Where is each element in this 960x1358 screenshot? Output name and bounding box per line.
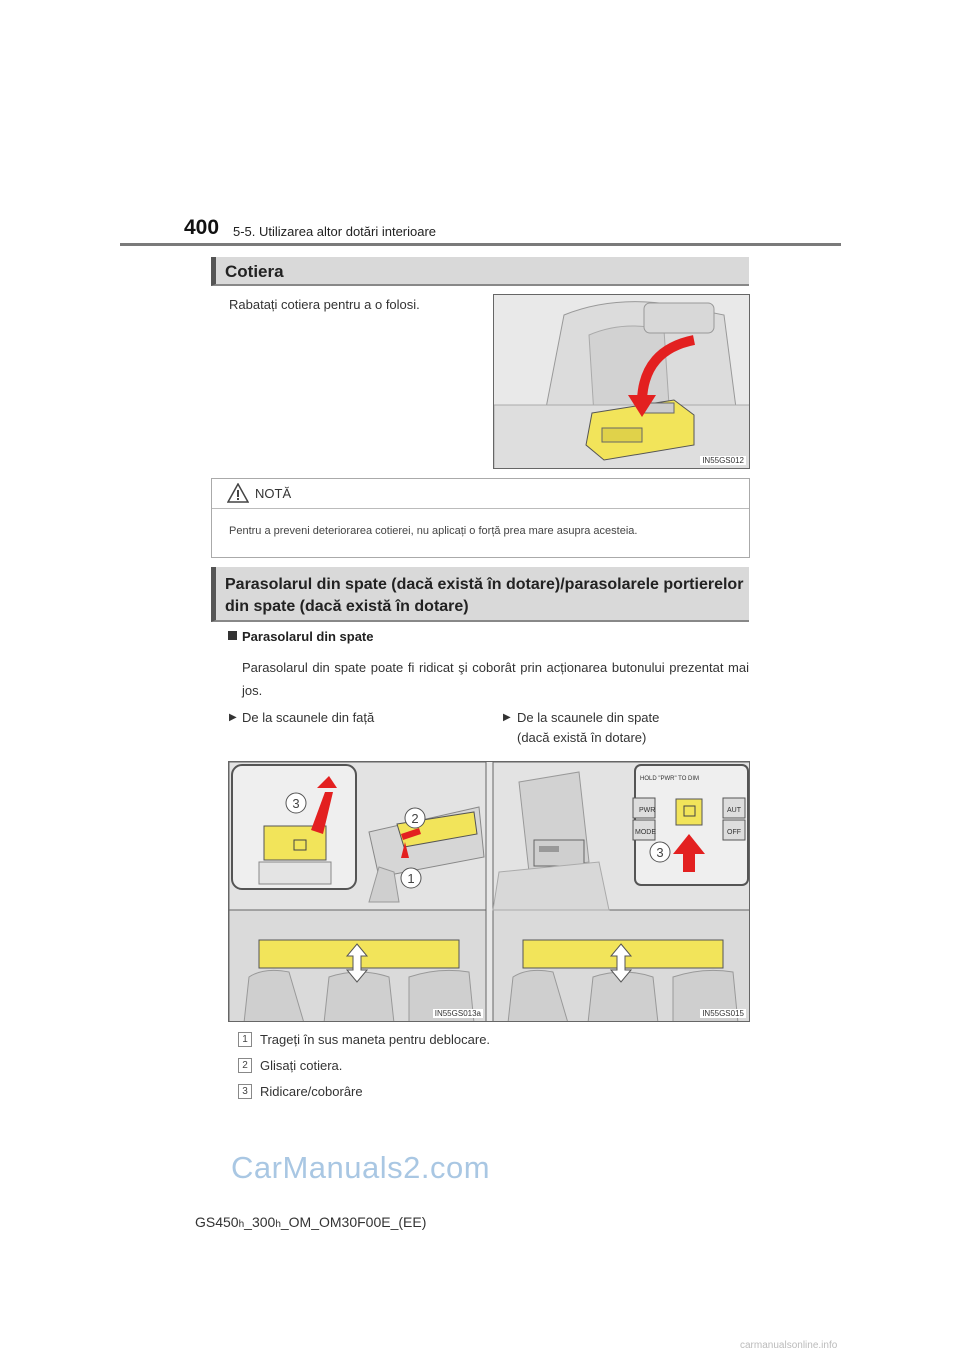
sunshade-paragraph: Parasolarul din spate poate fi ridicat şi coborât prin acționarea butonului prezentat mai jos.: [242, 660, 749, 698]
step-text: Glisați cotiera.: [260, 1058, 343, 1073]
step-number: 3: [238, 1084, 252, 1099]
sunshade-heading-line1: Parasolarul din spate (dacă există în dotare)/parasolarele portierelor: [225, 576, 744, 593]
step-text: Ridicare/coborâre: [260, 1084, 363, 1099]
sunshade-drawing: [229, 762, 750, 1022]
watermark-link[interactable]: CarManuals2.com: [231, 1150, 491, 1185]
sunshade-illustration: [228, 761, 750, 1022]
footer-part-c: _OM_OM30F00E_(EE): [280, 1214, 427, 1230]
front-seats-label: De la scaunele din față: [242, 710, 375, 725]
figure-code-right: IN55GS015: [702, 1009, 744, 1018]
step-number: 2: [238, 1058, 252, 1073]
panel-pwr-label: PWR: [639, 807, 656, 814]
watermark-bottom: carmanualsonline.info: [740, 1340, 838, 1351]
sunshade-heading: [211, 567, 749, 622]
figure-code: IN55GS012: [702, 456, 744, 465]
rear-seats-label-line2: (dacă există în dotare): [517, 730, 647, 745]
armrest-heading-text: Cotiera: [225, 262, 284, 281]
warning-icon: [227, 483, 249, 503]
notice-title: NOTĂ: [255, 486, 292, 501]
armrest-heading: [211, 257, 749, 286]
sunshade-heading-line2: din spate (dacă există în dotare): [225, 598, 469, 615]
figure-code-left: IN55GS013a: [434, 1009, 481, 1018]
step-number: 1: [238, 1032, 252, 1047]
footer-part-b: _300: [244, 1214, 276, 1230]
triangle-bullet-icon: ▶: [229, 712, 237, 723]
notice-box: [211, 478, 750, 558]
panel-off-label: OFF: [727, 829, 741, 836]
footer-sub-a: h: [238, 1219, 245, 1230]
callout-3-front: 3: [292, 796, 300, 811]
callout-1-front: 1: [407, 871, 415, 886]
section-title: 5-5. Utilizarea altor dotări interioare: [233, 224, 437, 239]
triangle-bullet-icon: ▶: [503, 712, 511, 723]
header-divider: [120, 243, 841, 246]
footer-sub-b: h: [275, 1219, 281, 1230]
sunshade-subheading: Parasolarul din spate: [242, 629, 374, 644]
footer-model-code: [195, 1214, 426, 1230]
armrest-illustration: [493, 294, 750, 469]
panel-mode-label: MODE: [635, 829, 656, 836]
square-bullet-icon: [228, 631, 237, 640]
footer-part-a: GS450: [195, 1214, 239, 1230]
callout-3-rear: 3: [656, 845, 664, 860]
notice-title-row: [212, 479, 749, 509]
armrest-intro: Rabatați cotiera pentru a o folosi.: [229, 297, 420, 312]
rear-seats-label: [517, 708, 659, 748]
step-text: Trageți în sus maneta pentru deblocare.: [260, 1032, 491, 1047]
panel-aut-label: AUT: [727, 807, 741, 814]
panel-hold-label: HOLD "PWR" TO DIM: [640, 776, 700, 782]
page-number: 400: [184, 216, 220, 239]
callout-2-front: 2: [411, 811, 419, 826]
armrest-drawing: [494, 295, 750, 469]
notice-text: Pentru a preveni deteriorarea cotierei, nu aplicați o forță prea mare asupra acesteia.: [229, 525, 638, 537]
rear-seats-label-line1: De la scaunele din spate: [517, 710, 660, 725]
